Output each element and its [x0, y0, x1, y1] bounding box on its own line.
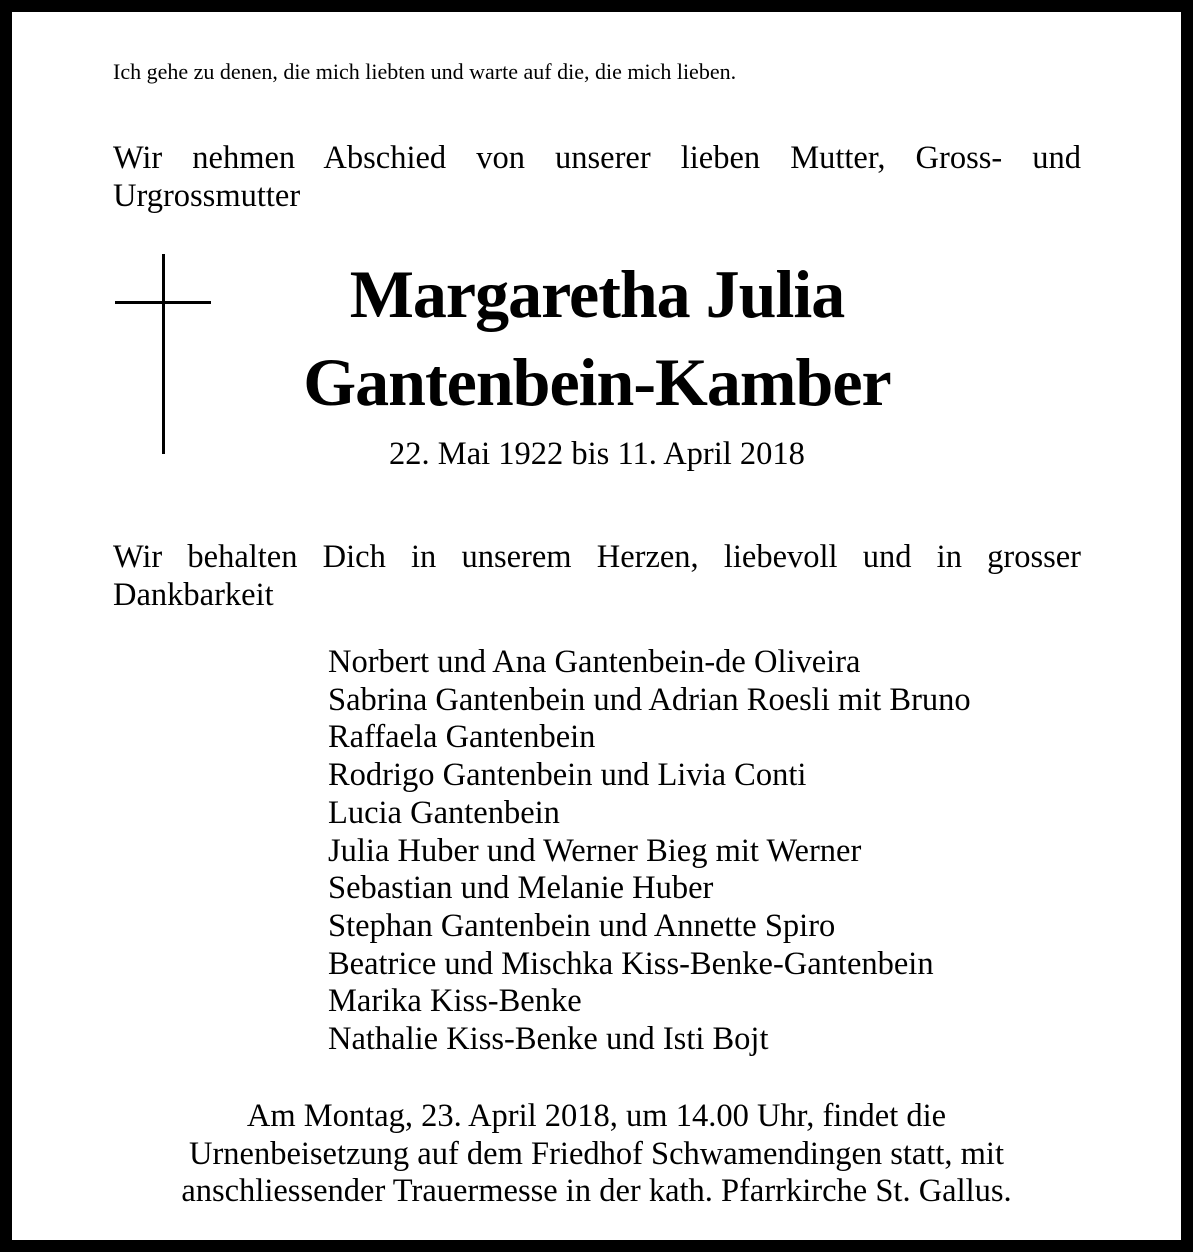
mourner-entry: Sebastian und Melanie Huber [328, 870, 714, 907]
funeral-info-line: Am Montag, 23. April 2018, um 14.00 Uhr, findet die [246, 1098, 947, 1134]
mourner-entry: Rodrigo Gantenbein und Livia Conti [328, 757, 807, 794]
funeral-info [60, 1098, 1133, 1211]
deceased-surname: Gantenbein-Kamber [303, 344, 891, 420]
mourner-entry: Lucia Gantenbein [328, 794, 560, 831]
life-dates: 22. Mai 1922 bis 11. April 2018 [389, 436, 805, 472]
deceased-first-names: Margaretha Julia [349, 256, 845, 332]
motto-quote: Ich gehe zu denen, die mich liebten und warte auf die, die mich lieben. [113, 59, 737, 84]
funeral-info-line: Urnenbeisetzung auf dem Friedhof Schwamendingen statt, mit [188, 1135, 1004, 1172]
gratitude-text: Wir behalten Dich in unserem Herzen, liebevoll und in grosser Dankbarkeit [113, 539, 1081, 613]
mourner-entry: Beatrice und Mischka Kiss-Benke-Gantenbein [328, 945, 934, 982]
farewell-intro: Wir nehmen Abschied von unserer lieben Mutter, Gross- und Urgrossmutter [113, 140, 1081, 214]
mourner-entry: Raffaela Gantenbein [328, 719, 596, 756]
mourner-entry: Nathalie Kiss-Benke und Isti Bojt [328, 1021, 769, 1058]
mourner-entry: Stephan Gantenbein und Annette Spiro [328, 907, 836, 944]
mourner-entry: Julia Huber und Werner Bieg mit Werner [328, 832, 862, 869]
mourner-entry: Sabrina Gantenbein und Adrian Roesli mit Bruno [328, 681, 971, 718]
mourner-entry: Marika Kiss-Benke [328, 983, 582, 1020]
mourners-list [328, 644, 1128, 1059]
deceased-name [200, 250, 994, 426]
cross-icon [115, 254, 211, 454]
mourner-entry: Norbert und Ana Gantenbein-de Oliveira [328, 644, 861, 680]
funeral-info-line: anschliessender Trauermesse in der kath. Pfarrkirche St. Gallus. [181, 1173, 1012, 1209]
